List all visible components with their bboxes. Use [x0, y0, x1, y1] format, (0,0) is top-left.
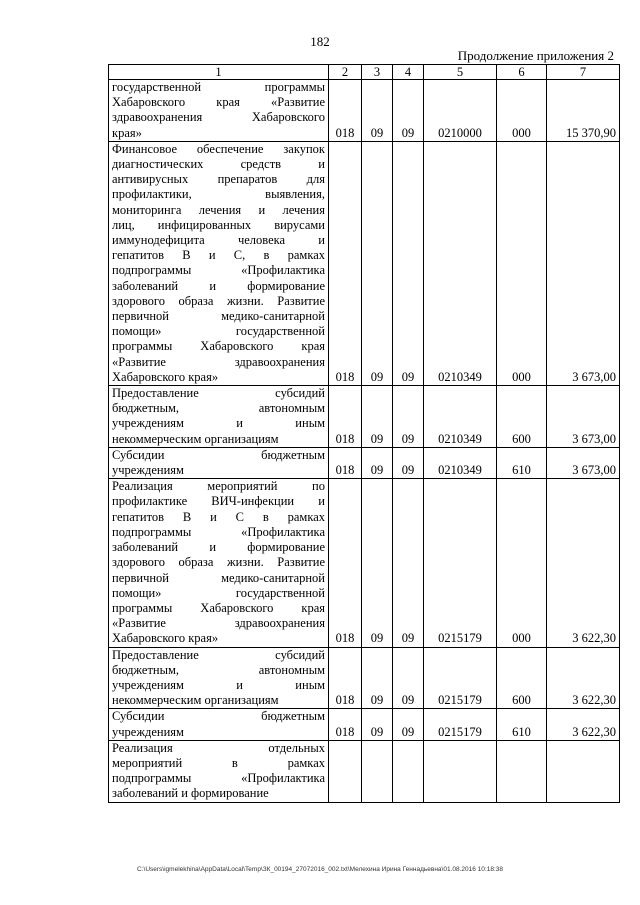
target-article-code: 0215179 [424, 709, 497, 740]
subsection-code-2: 09 [393, 647, 424, 709]
description-line: учреждениям [112, 724, 184, 739]
section-code: 018 [329, 141, 362, 385]
table-row [109, 141, 620, 385]
row-description [109, 740, 329, 802]
section-code: 018 [329, 80, 362, 142]
description-line: бюджетным, автономным [112, 662, 325, 677]
description-line: мероприятий в рамках [112, 755, 325, 770]
subsection-code-2: 09 [393, 447, 424, 478]
description-line: антивирусных препаратов для [112, 172, 325, 187]
description-line: программы Хабаровского края [112, 339, 325, 354]
continuation-label: Продолжение приложения 2 [457, 48, 614, 63]
expense-type-code: 610 [497, 709, 547, 740]
description-line: учреждениям и иным [112, 677, 325, 692]
amount-value: 3 673,00 [547, 447, 620, 478]
subsection-code: 09 [362, 447, 393, 478]
subsection-code: 09 [362, 141, 393, 385]
row-description [109, 479, 329, 647]
amount-value: 3 622,30 [547, 709, 620, 740]
column-header: 1 [109, 65, 329, 80]
target-article-code: 0210349 [424, 141, 497, 385]
description-line: края» [112, 125, 142, 140]
subsection-code: 09 [362, 80, 393, 142]
target-article-code: 0210349 [424, 447, 497, 478]
expense-type-code: 600 [497, 386, 547, 448]
description-line: Хабаровского края «Развитие [112, 95, 325, 110]
subsection-code: 09 [362, 479, 393, 647]
description-line: помощи» государственной [112, 324, 325, 339]
expense-type-code: 600 [497, 647, 547, 709]
row-description [109, 80, 329, 142]
description-line: иммунодефицита человека и [112, 233, 325, 248]
section-code: 018 [329, 479, 362, 647]
subsection-code: 09 [362, 709, 393, 740]
subsection-code-2: 09 [393, 479, 424, 647]
section-code: 018 [329, 447, 362, 478]
description-line: подпрограммы «Профилактика [112, 524, 325, 539]
description-line: здравоохранения Хабаровского [112, 110, 325, 125]
table-row [109, 740, 620, 802]
subsection-code-2: 09 [393, 386, 424, 448]
description-line: подпрограммы «Профилактика [112, 771, 325, 786]
expense-type-code: 000 [497, 479, 547, 647]
expense-type-code [497, 740, 547, 802]
description-line: первичной медико-санитарной [112, 309, 325, 324]
column-header: 5 [424, 65, 497, 80]
description-line: заболеваний и формирование [112, 278, 325, 293]
description-line: профилактике ВИЧ-инфекции и [112, 494, 325, 509]
budget-table [108, 64, 620, 803]
description-line: государственной программы [112, 80, 325, 94]
description-line: Предоставление субсидий [112, 386, 325, 401]
expense-type-code: 610 [497, 447, 547, 478]
subsection-code [362, 740, 393, 802]
description-line: учреждениям и иным [112, 416, 325, 431]
description-line: Субсидии бюджетным [112, 709, 325, 724]
description-line: подпрограммы «Профилактика [112, 263, 325, 278]
column-header: 2 [329, 65, 362, 80]
column-header: 4 [393, 65, 424, 80]
table-row [109, 647, 620, 709]
description-line: Реализация мероприятий по [112, 479, 325, 494]
column-header: 6 [497, 65, 547, 80]
description-line: Предоставление субсидий [112, 647, 325, 662]
table-row [109, 386, 620, 448]
amount-value [547, 740, 620, 802]
amount-value: 3 673,00 [547, 141, 620, 385]
target-article-code: 0215179 [424, 479, 497, 647]
table-row [109, 709, 620, 740]
description-line: диагностических средств и [112, 157, 325, 172]
section-code: 018 [329, 386, 362, 448]
description-line: некоммерческим организациям [112, 693, 279, 708]
subsection-code: 09 [362, 386, 393, 448]
section-code: 018 [329, 647, 362, 709]
description-line: первичной медико-санитарной [112, 570, 325, 585]
expense-type-code: 000 [497, 141, 547, 385]
subsection-code-2: 09 [393, 80, 424, 142]
amount-value: 15 370,90 [547, 80, 620, 142]
target-article-code: 0210349 [424, 386, 497, 448]
description-line: заболеваний и формирование [112, 786, 269, 801]
table-header-row [109, 65, 620, 80]
target-article-code [424, 740, 497, 802]
table-row [109, 479, 620, 647]
amount-value: 3 622,30 [547, 647, 620, 709]
description-line: гепатитов В и С, в рамках [112, 248, 325, 263]
table-row [109, 80, 620, 142]
page-number: 182 [310, 34, 330, 49]
target-article-code: 0210000 [424, 80, 497, 142]
table-row [109, 447, 620, 478]
description-line: заболеваний и формирование [112, 540, 325, 555]
description-line: Хабаровского края» [112, 631, 219, 646]
description-line: Финансовое обеспечение закупок [112, 141, 325, 156]
section-code [329, 740, 362, 802]
amount-value: 3 673,00 [547, 386, 620, 448]
target-article-code: 0215179 [424, 647, 497, 709]
row-description [109, 709, 329, 740]
description-line: «Развитие здравоохранения [112, 354, 325, 369]
column-header: 3 [362, 65, 393, 80]
column-header: 7 [547, 65, 620, 80]
description-line: бюджетным, автономным [112, 401, 325, 416]
description-line: программы Хабаровского края [112, 600, 325, 615]
description-line: «Развитие здравоохранения [112, 616, 325, 631]
subsection-code: 09 [362, 647, 393, 709]
subsection-code-2 [393, 740, 424, 802]
amount-value: 3 622,30 [547, 479, 620, 647]
description-line: некоммерческим организациям [112, 431, 279, 446]
description-line: здорового образа жизни. Развитие [112, 555, 325, 570]
row-description [109, 386, 329, 448]
footer-file-path: C:\Users\igmelekhina\AppData\Local\Temp\ЗК_00194_27072016_002.txt\Мелехина Ирина Геннадьевна\01.08.2016 10:18:38 [137, 866, 503, 873]
row-description [109, 141, 329, 385]
description-line: помощи» государственной [112, 585, 325, 600]
subsection-code-2: 09 [393, 709, 424, 740]
description-line: Хабаровского края» [112, 369, 219, 384]
description-line: гепатитов В и С в рамках [112, 509, 325, 524]
expense-type-code: 000 [497, 80, 547, 142]
table-body [109, 80, 620, 803]
row-description [109, 647, 329, 709]
row-description [109, 447, 329, 478]
description-line: лиц, инфицированных вирусами [112, 217, 325, 232]
subsection-code-2: 09 [393, 141, 424, 385]
description-line: Субсидии бюджетным [112, 447, 325, 462]
description-line: здорового образа жизни. Развитие [112, 293, 325, 308]
description-line: мониторинга лечения и лечения [112, 202, 325, 217]
description-line: профилактики, выявления, [112, 187, 325, 202]
description-line: учреждениям [112, 463, 184, 478]
section-code: 018 [329, 709, 362, 740]
description-line: Реализация отдельных [112, 740, 325, 755]
